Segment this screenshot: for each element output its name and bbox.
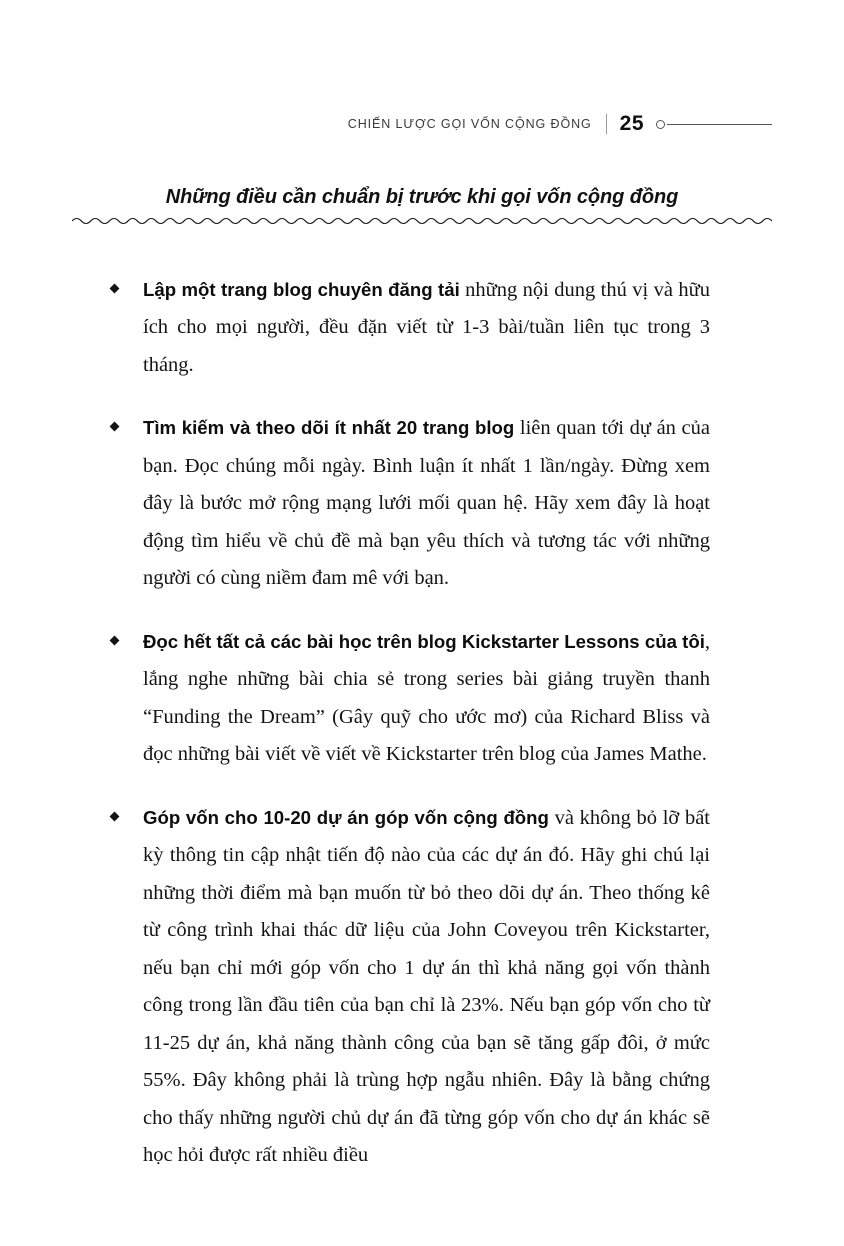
list-item-body: , lắng nghe những bài chia sẻ trong series bài giảng truyền thanh “Funding the Dream” (Gây quỹ cho ước mơ) của Richard Bliss và đọc những bài viết về viết về Kickstarter trên blog của James Mathe. xyxy=(143,630,710,765)
squiggle-divider-icon xyxy=(72,215,772,225)
list-item-lead: Góp vốn cho 10-20 dự án góp vốn cộng đồng xyxy=(143,806,549,828)
section-heading xyxy=(72,186,772,225)
list-item-lead: Tìm kiếm và theo dõi ít nhất 20 trang blog xyxy=(143,417,515,438)
list-item xyxy=(108,271,710,385)
diamond-bullet-icon xyxy=(110,811,120,821)
list-item xyxy=(108,799,710,1175)
body-content xyxy=(108,250,710,1175)
diamond-bullet-icon xyxy=(110,635,120,645)
list-item xyxy=(108,409,710,598)
page-number: 25 xyxy=(619,112,644,135)
list-item xyxy=(108,623,710,774)
list-item-body: liên quan tới dự án của bạn. Đọc chúng mỗi ngày. Bình luận ít nhất 1 lần/ngày. Đừng xem đây là bước mở rộng mạng lưới mối quan hệ. Hãy xem đây là hoạt động tìm hiểu về chủ đề mà bạn yêu thích và tương tác với những người có cùng niềm đam mê với bạn. xyxy=(143,417,710,589)
diamond-bullet-icon xyxy=(110,422,120,432)
rule-line xyxy=(667,124,772,125)
list-item-lead: Đọc hết tất cả các bài học trên blog Kickstarter Lessons của tôi xyxy=(143,630,705,652)
list-item-lead: Lập một trang blog chuyên đăng tải xyxy=(143,278,460,300)
running-head xyxy=(0,112,844,136)
running-head-divider xyxy=(606,114,607,134)
running-head-title: CHIẾN LƯỢC GỌI VỐN CỘNG ĐỒNG xyxy=(347,117,592,131)
running-head-rule xyxy=(656,120,772,129)
diamond-bullet-icon xyxy=(110,283,120,293)
list-item-body: những nội dung thú vị và hữu ích cho mọi người, đều đặn viết từ 1-3 bài/tuần liên tục trong 3 tháng. xyxy=(143,278,710,376)
section-heading-text: Những điều cần chuẩn bị trước khi gọi vốn cộng đồng xyxy=(165,186,679,208)
rule-dot-icon xyxy=(656,120,665,129)
list-item-body: và không bỏ lỡ bất kỳ thông tin cập nhật tiến độ nào của các dự án đó. Hãy ghi chú lại những thời điểm mà bạn muốn từ bỏ theo dõi dự án. Theo thống kê từ công trình khai thác dữ liệu của John Coveyou trên Kickstarter, nếu bạn chỉ mới góp vốn cho 1 dự án thì khả năng gọi vốn thành công trong lần đầu tiên của bạn chỉ là 23%. Nếu bạn góp vốn cho từ 11-25 dự án, khả năng thành công của bạn sẽ tăng gấp đôi, ở mức 55%. Đây không phải là trùng hợp ngẫu nhiên. Đây là bằng chứng cho thấy những người chủ dự án đã từng góp vốn cho dự án khác sẽ học hỏi được rất nhiều điều xyxy=(143,806,710,1166)
